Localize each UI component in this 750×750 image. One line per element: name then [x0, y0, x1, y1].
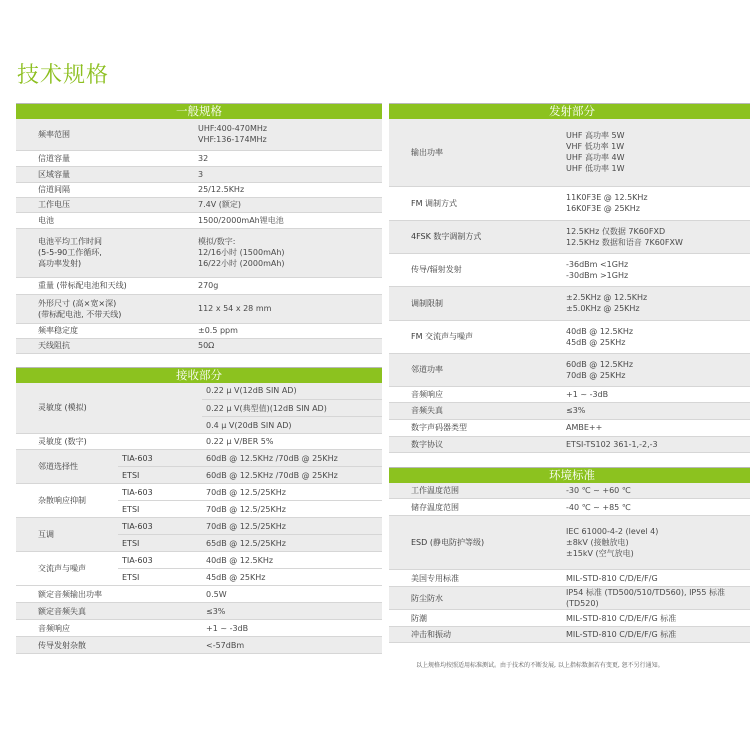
general-label-cell [16, 150, 180, 166]
environment-label-cell [389, 587, 547, 610]
receive-value-cell: 0.4 μ V(20dB SIN AD) [202, 417, 382, 434]
transmit-value-cell [547, 402, 750, 419]
environment-label: ESD (静电防护等级) [411, 538, 485, 547]
transmit-label: 音频失真 [411, 406, 443, 415]
environment-row [389, 516, 750, 570]
transmit-value-cell [547, 386, 750, 402]
transmit-label-cell [389, 253, 547, 286]
receive-standard-cell [118, 434, 202, 450]
general-label: 高功率发射) [38, 259, 82, 268]
general-label: 重量 (带标配电池和天线) [38, 281, 127, 290]
general-label-cell [16, 119, 180, 150]
general-value-cell [180, 277, 382, 294]
transmit-label-cell [389, 320, 547, 353]
general-value: 32 [198, 153, 209, 163]
left-column [16, 103, 382, 654]
general-label-cell [16, 166, 180, 182]
transmit-row [389, 286, 750, 320]
receive-standard-cell: TIA-603 [118, 518, 202, 535]
transmit-row [389, 353, 750, 386]
general-label: 区域容量 [38, 169, 70, 179]
transmit-value: -36dBm <1GHz [566, 259, 629, 269]
receive-standard-cell: TIA-603 [118, 552, 202, 569]
transmit-row [389, 320, 750, 353]
environment-row [389, 499, 750, 516]
transmit-value: ±2.5KHz @ 12.5KHz [566, 293, 648, 302]
environment-section-header: 环境标准 [389, 467, 750, 483]
receive-row [16, 484, 382, 501]
transmit-label: 音频响应 [411, 389, 443, 399]
environment-label: 美国专用标准 [411, 573, 459, 583]
general-value: 7.4V (额定) [198, 200, 241, 209]
transmit-label-cell [389, 386, 547, 402]
transmit-label-cell [389, 353, 547, 386]
receive-spec-table [16, 383, 382, 655]
environment-label: 冲击和振动 [411, 630, 451, 639]
general-label: 信道容量 [38, 153, 70, 163]
transmit-value-cell [547, 320, 750, 353]
general-label: 电池 [38, 215, 54, 225]
receive-row [16, 552, 382, 569]
receive-row [16, 383, 382, 400]
receive-row [16, 620, 382, 637]
transmit-value: 11K0F3E @ 12.5KHz [566, 193, 648, 202]
general-row [16, 150, 382, 166]
general-label: (带标配电池, 不带天线) [38, 309, 122, 319]
receive-label-cell: 额定音频失真 [16, 603, 202, 620]
receive-value-cell: 70dB @ 12.5/25KHz [202, 518, 382, 535]
transmit-value: VHF 低功率 1W [566, 142, 625, 152]
transmit-row [389, 402, 750, 419]
transmit-value-cell [547, 253, 750, 286]
transmit-value: ≤3% [566, 406, 586, 415]
general-value: 270g [198, 281, 219, 290]
receive-row [16, 434, 382, 450]
transmit-label: FM 调制方式 [411, 198, 458, 208]
general-label: (5-5-90工作循环, [38, 248, 102, 257]
transmit-value: 40dB @ 12.5KHz [566, 326, 634, 336]
general-row [16, 166, 382, 182]
general-value: 1500/2000mAh锂电池 [198, 215, 284, 225]
receive-value-cell: 65dB @ 12.5/25KHz [202, 535, 382, 552]
transmit-value: -30dBm >1GHz [566, 270, 629, 280]
transmit-row [389, 419, 750, 436]
environment-label: 工作温度范围 [411, 485, 459, 495]
page-title: 技术规格 [17, 63, 110, 88]
general-value: 3 [198, 169, 204, 179]
environment-label-cell [389, 627, 547, 643]
transmit-label: 传导/辐射发射 [411, 265, 462, 274]
receive-value-cell: 40dB @ 12.5KHz [202, 552, 382, 569]
transmit-value-cell [547, 353, 750, 386]
environment-value: MIL-STD-810 C/D/E/F/G 标准 [566, 613, 677, 623]
general-label: 工作电压 [38, 200, 70, 209]
general-value-cell [180, 294, 382, 323]
general-label: 频率范围 [38, 129, 70, 139]
receive-row [16, 603, 382, 620]
general-value-cell [180, 212, 382, 228]
environment-value: -40 ℃ ~ +85 ℃ [566, 502, 631, 512]
general-label: 信道间隔 [38, 185, 70, 194]
general-value: 模拟/数字: [198, 237, 236, 246]
transmit-value-cell [547, 286, 750, 320]
general-value-cell [180, 197, 382, 212]
general-value: 25/12.5KHz [198, 185, 245, 194]
environment-label: 储存温度范围 [411, 502, 459, 512]
receive-label-cell: 邻道选择性 [16, 450, 118, 484]
general-value: 16/22小时 (2000mAh) [198, 259, 285, 268]
general-value: 112 x 54 x 28 mm [198, 304, 272, 313]
transmit-value: ±5.0KHz @ 25KHz [566, 304, 640, 313]
transmit-value: UHF 高功率 4W [566, 153, 625, 163]
general-value-cell [180, 166, 382, 182]
transmit-value: 12.5KHz 数据和语音 7K60FXW [566, 237, 683, 247]
transmit-value: 60dB @ 12.5KHz [566, 359, 634, 369]
environment-value: IEC 61000-4-2 (level 4) [566, 527, 659, 536]
general-spec-header: 一般规格 [16, 103, 382, 119]
general-row [16, 228, 382, 277]
general-label-cell [16, 212, 180, 228]
environment-value-cell [547, 587, 750, 610]
receive-label-cell: 额定音频输出功率 [16, 586, 202, 603]
general-label: 天线阻抗 [38, 341, 70, 350]
environment-value-cell [547, 483, 750, 499]
transmit-value-cell [547, 436, 750, 452]
receive-value-cell: 60dB @ 12.5KHz /70dB @ 25KHz [202, 450, 382, 467]
receive-standard-cell: ETSI [118, 535, 202, 552]
environment-label-cell [389, 516, 547, 570]
general-row [16, 338, 382, 353]
environment-value: ±15kV (空气放电) [566, 549, 634, 558]
general-label-cell [16, 182, 180, 197]
receive-label-cell: 灵敏度 (数字) [16, 434, 118, 450]
general-value-cell [180, 150, 382, 166]
receive-row [16, 450, 382, 467]
transmit-value: ETSI-TS102 361-1,-2,-3 [566, 439, 658, 449]
transmit-value-cell [547, 186, 750, 220]
general-label-cell [16, 338, 180, 353]
receive-label-cell: 交流声与噪声 [16, 552, 118, 586]
receive-label-cell: 音频响应 [16, 620, 202, 637]
general-row [16, 119, 382, 150]
transmit-value: 12.5KHz 仅数据 7K60FXD [566, 226, 666, 236]
transmit-value-cell [547, 119, 750, 186]
receive-value-cell: 60dB @ 12.5KHz /70dB @ 25KHz [202, 467, 382, 484]
general-value: ±0.5 ppm [198, 326, 238, 335]
receive-value-cell: +1 ~ -3dB [202, 620, 382, 637]
receive-value-cell: 0.22 μ V(12dB SIN AD) [202, 383, 382, 400]
transmit-value: AMBE++ [566, 423, 603, 432]
receive-value-cell: 0.22 μ V/BER 5% [202, 434, 382, 450]
transmit-label-cell [389, 186, 547, 220]
environment-value-cell [547, 516, 750, 570]
general-value: UHF:400-470MHz [198, 124, 268, 134]
general-spec-table [16, 119, 382, 354]
transmit-label: 邻道功率 [411, 365, 443, 374]
environment-label-cell [389, 483, 547, 499]
receive-value-cell: 45dB @ 25KHz [202, 569, 382, 586]
environment-label-cell [389, 570, 547, 587]
transmit-row [389, 253, 750, 286]
environment-value-cell [547, 627, 750, 643]
environment-row [389, 570, 750, 587]
transmit-label: 调制限制 [411, 298, 443, 308]
environment-label-cell [389, 610, 547, 627]
receive-label-cell: 互调 [16, 518, 118, 552]
environment-value-cell [547, 499, 750, 516]
environment-row [389, 610, 750, 627]
transmit-label: 数字声码器类型 [411, 423, 467, 432]
general-label: 频率稳定度 [38, 326, 78, 335]
transmit-spec-table [389, 119, 750, 453]
general-row [16, 197, 382, 212]
general-row [16, 323, 382, 338]
transmit-label: 输出功率 [411, 147, 443, 157]
environment-value: MIL-STD-810 C/D/E/F/G 标准 [566, 630, 677, 639]
receive-label-cell: 灵敏度 (模拟) [16, 383, 118, 434]
general-row [16, 212, 382, 228]
receive-standard-cell [118, 383, 202, 434]
transmit-value: 45dB @ 25KHz [566, 337, 626, 347]
transmit-value: UHF 低功率 1W [566, 164, 625, 174]
transmit-label-cell [389, 419, 547, 436]
transmit-label-cell [389, 119, 547, 186]
general-label-cell [16, 197, 180, 212]
transmit-label-cell [389, 436, 547, 452]
receive-section-header: 接收部分 [16, 367, 382, 383]
transmit-value: 16K0F3E @ 25KHz [566, 204, 640, 213]
general-value-cell [180, 323, 382, 338]
environment-label-cell [389, 499, 547, 516]
environment-value: IP54 标准 (TD500/510/TD560), IP55 标准 (TD520) [566, 588, 725, 608]
general-label-cell [16, 323, 180, 338]
general-value: 50Ω [198, 341, 215, 350]
receive-value-cell: 0.5W [202, 586, 382, 603]
environment-spec-table [389, 483, 750, 644]
receive-value-cell: 70dB @ 12.5/25KHz [202, 484, 382, 501]
environment-value: -30 ℃ ~ +60 ℃ [566, 485, 631, 495]
transmit-value-cell [547, 419, 750, 436]
environment-row [389, 483, 750, 499]
transmit-label-cell [389, 286, 547, 320]
receive-standard-cell: ETSI [118, 467, 202, 484]
general-label-cell [16, 228, 180, 277]
transmit-value-cell [547, 220, 750, 253]
receive-standard-cell: TIA-603 [118, 484, 202, 501]
receive-standard-cell: ETSI [118, 569, 202, 586]
receive-value-cell: <-57dBm [202, 637, 382, 654]
transmit-label: FM 交流声与噪声 [411, 332, 474, 341]
transmit-label: 数字协议 [411, 439, 443, 449]
general-value-cell [180, 182, 382, 197]
environment-value: ±8kV (接触放电) [566, 538, 629, 547]
transmit-row [389, 186, 750, 220]
receive-row [16, 586, 382, 603]
receive-row [16, 518, 382, 535]
transmit-value: 70dB @ 25KHz [566, 370, 626, 380]
general-label-cell [16, 277, 180, 294]
transmit-row [389, 119, 750, 186]
transmit-row [389, 436, 750, 452]
general-label-cell [16, 294, 180, 323]
general-row [16, 277, 382, 294]
general-value: VHF:136-174MHz [198, 135, 267, 145]
environment-value-cell [547, 610, 750, 627]
transmit-value: UHF 高功率 5W [566, 131, 625, 141]
environment-label: 防潮 [411, 613, 427, 623]
general-value-cell [180, 119, 382, 150]
receive-standard-cell: TIA-603 [118, 450, 202, 467]
transmit-section-header: 发射部分 [389, 103, 750, 119]
general-row [16, 294, 382, 323]
receive-value-cell: 70dB @ 12.5/25KHz [202, 501, 382, 518]
footnote: 以上规格均按照适用标准测试。由于技术的不断发展, 以上指标数据若有变更, 恕不另行通知。 [416, 662, 664, 669]
environment-value-cell [547, 570, 750, 587]
general-value-cell [180, 338, 382, 353]
environment-row [389, 627, 750, 643]
transmit-label-cell [389, 402, 547, 419]
general-row [16, 182, 382, 197]
receive-value-cell: 0.22 μ V(典型值)(12dB SIN AD) [202, 400, 382, 417]
transmit-row [389, 220, 750, 253]
environment-value: MIL-STD-810 C/D/E/F/G [566, 573, 658, 583]
environment-label: 防尘防水 [411, 593, 443, 603]
receive-standard-cell: ETSI [118, 501, 202, 518]
receive-label-cell: 传导发射杂散 [16, 637, 202, 654]
transmit-label: 4FSK 数字调制方式 [411, 232, 482, 241]
receive-label-cell: 杂散响应抑制 [16, 484, 118, 518]
transmit-label-cell [389, 220, 547, 253]
general-value-cell [180, 228, 382, 277]
general-value: 12/16小时 (1500mAh) [198, 248, 285, 257]
general-label: 电池平均工作时间 [38, 237, 102, 246]
receive-value-cell: ≤3% [202, 603, 382, 620]
transmit-row [389, 386, 750, 402]
transmit-value: +1 ~ -3dB [566, 389, 609, 399]
right-column [389, 103, 750, 643]
receive-row [16, 637, 382, 654]
general-label: 外形尺寸 (高×宽×深) [38, 298, 117, 308]
environment-row [389, 587, 750, 610]
